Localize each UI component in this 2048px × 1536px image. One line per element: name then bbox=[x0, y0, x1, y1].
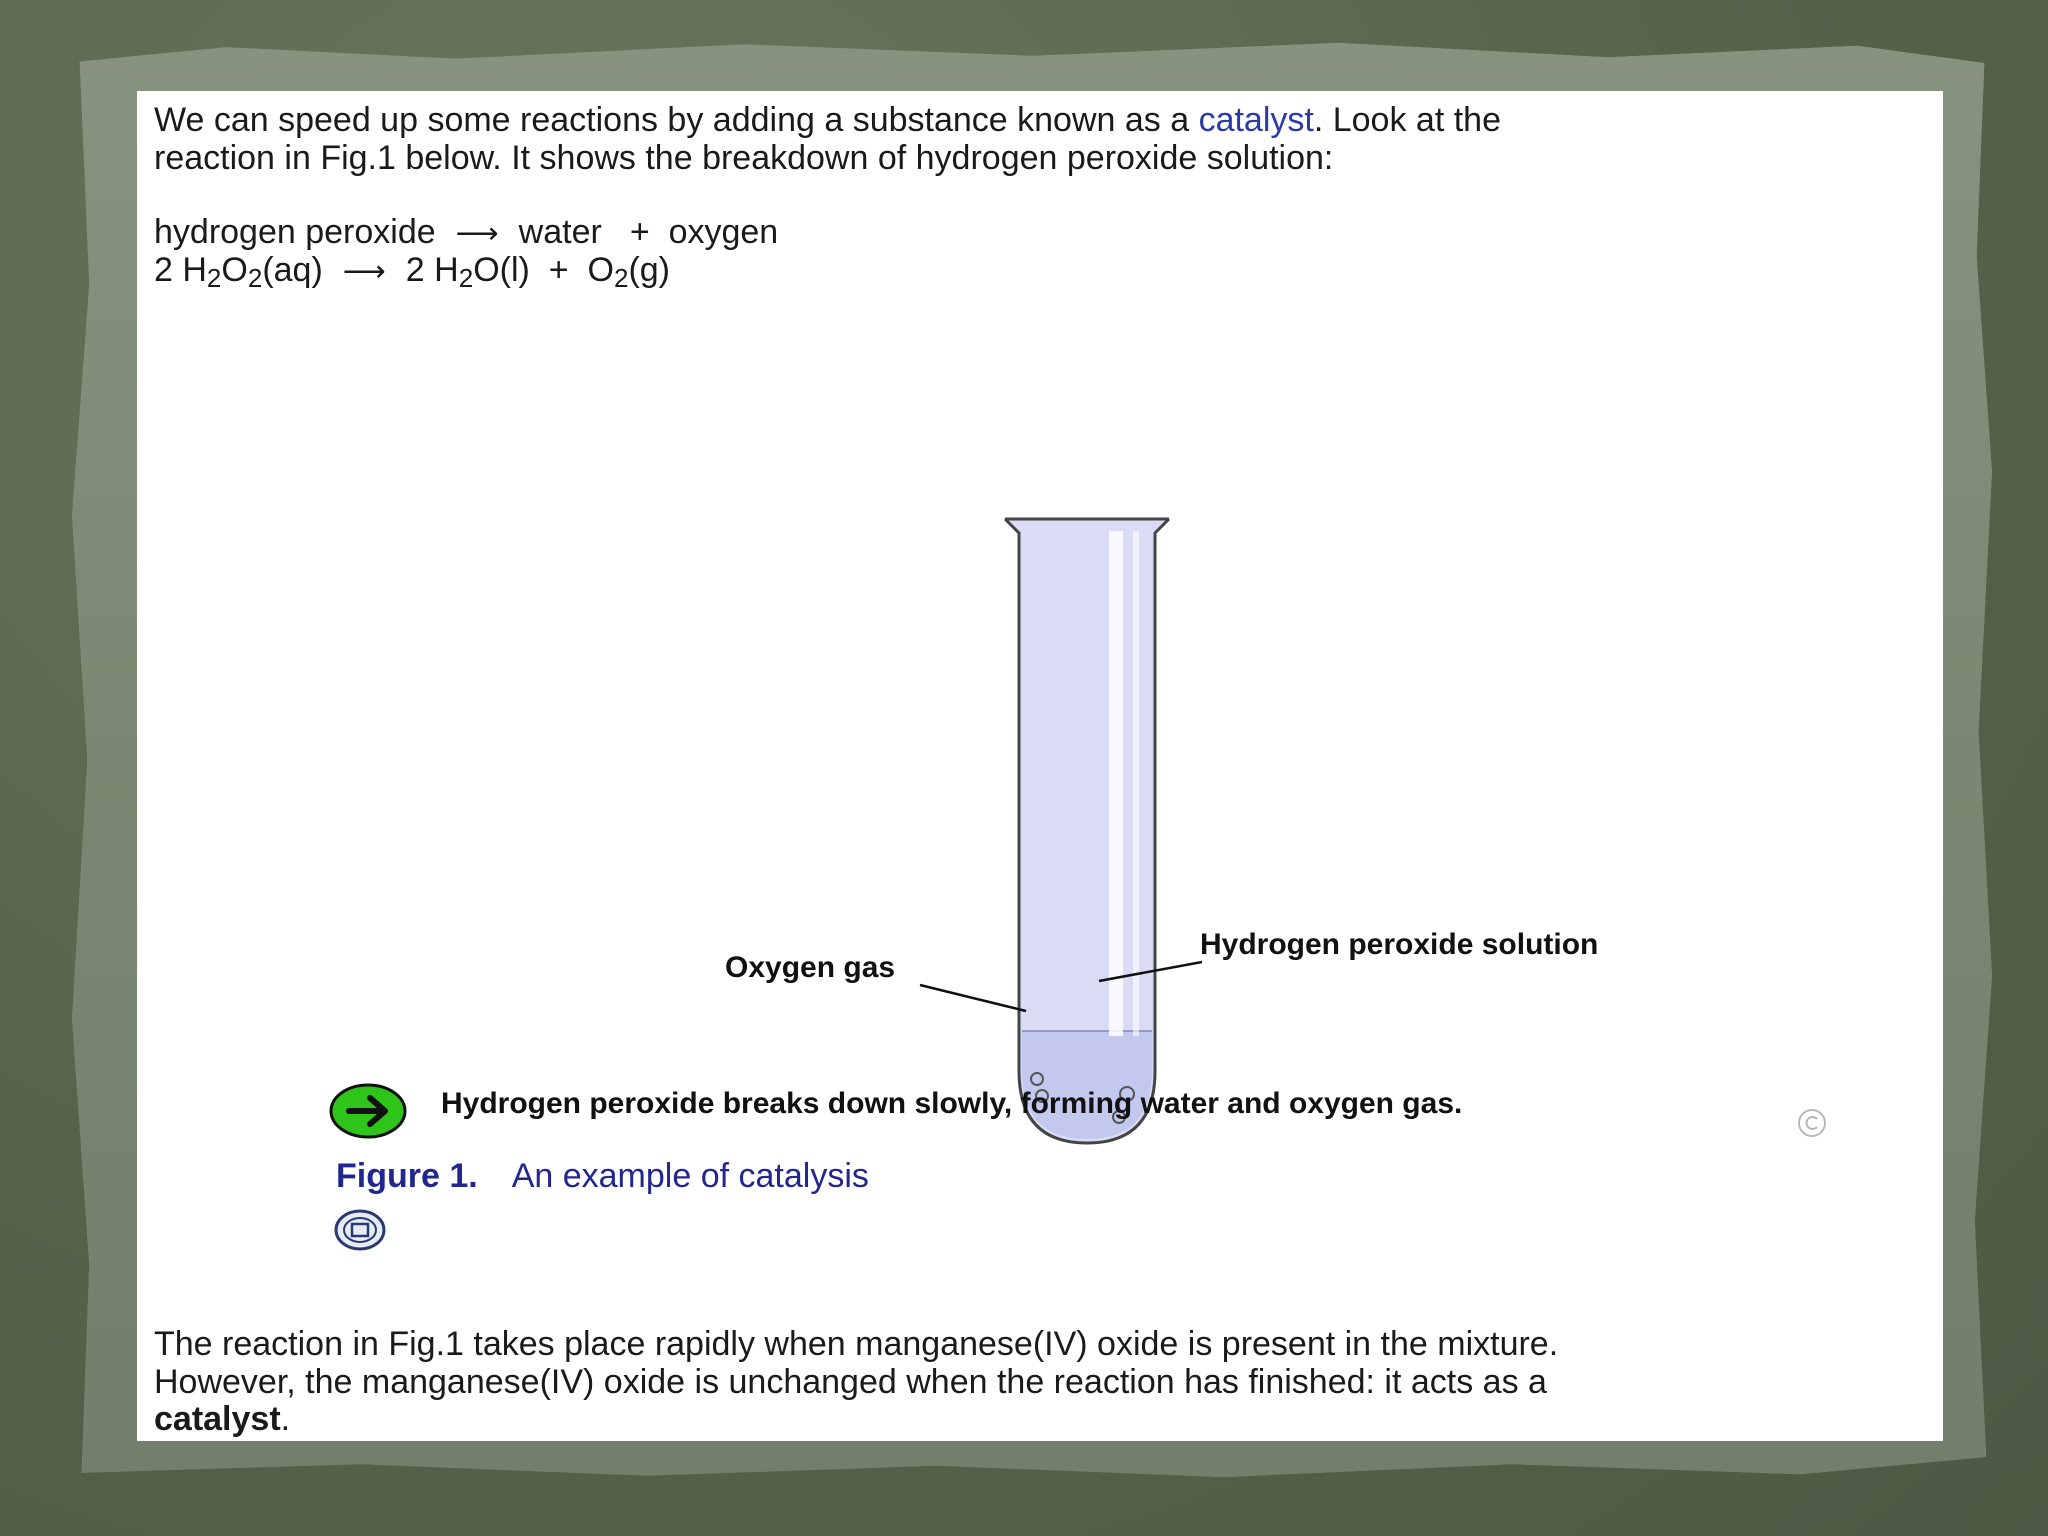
intro-line-1: We can speed up some reactions by adding a substance known as a catalyst. Look at the bbox=[154, 101, 1501, 139]
symbol-equation: 2 $H_2O_2(aq)$ ⟶ 2 $H_2O(l) + O_2(g)$ bbox=[154, 251, 670, 293]
arrow-right-icon[interactable] bbox=[329, 1083, 407, 1139]
label-hydrogen-peroxide-solution: Hydrogen peroxide solution bbox=[1200, 928, 1599, 961]
label-oxygen-gas: Oxygen gas bbox=[725, 951, 896, 984]
figure-caption: Hydrogen peroxide breaks down slowly, forming water and oxygen gas. bbox=[441, 1087, 1463, 1120]
copyright-icon[interactable] bbox=[1796, 1107, 1828, 1139]
closing-line-1: The reaction in Fig.1 takes place rapidly when manganese(IV) oxide is present in the mixture. bbox=[154, 1325, 1559, 1363]
intro-line-2: reaction in Fig.1 below. It shows the breakdown of hydrogen peroxide solution: bbox=[154, 139, 1334, 177]
figure-title: Figure 1. An example of catalysis bbox=[336, 1157, 869, 1195]
catalyst-link[interactable]: catalyst bbox=[1198, 101, 1314, 139]
closing-line-2: However, the manganese(IV) oxide is unchanged when the reaction has finished: it acts as a bbox=[154, 1363, 1547, 1401]
reaction-arrow-icon: ⟶ bbox=[342, 255, 386, 288]
test-tube-illustration bbox=[997, 511, 1177, 1151]
reaction-arrow-icon: ⟶ bbox=[455, 217, 499, 250]
closing-line-3: catalyst. bbox=[154, 1400, 291, 1438]
enlarge-icon[interactable] bbox=[333, 1208, 387, 1252]
document-page bbox=[137, 91, 1943, 1441]
word-equation: hydrogen peroxide ⟶ water + oxygen bbox=[154, 213, 779, 251]
